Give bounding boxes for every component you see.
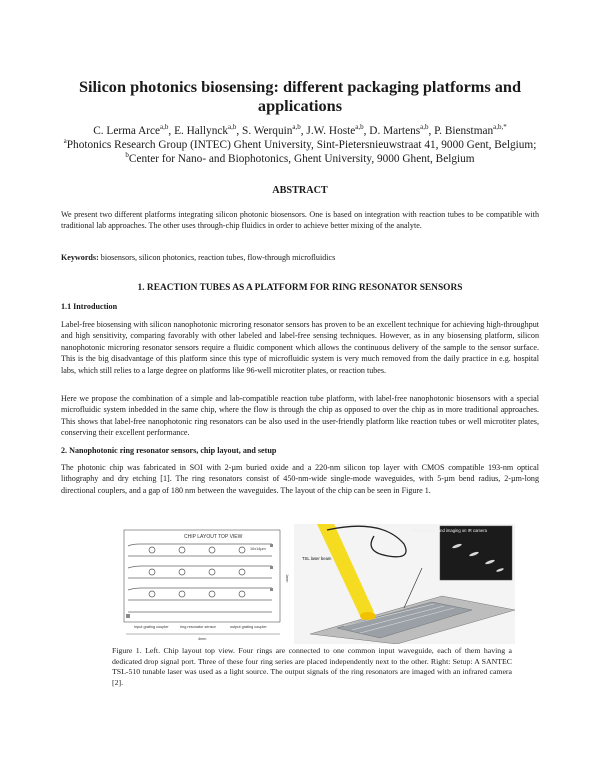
author-affiliation-mark: a,b [160,123,169,132]
label-output-grating: output grating coupler [230,625,267,629]
label-camera: Magnification and imaging on IR camera [412,528,487,533]
affiliation-a: Photonics Research Group (INTEC) Ghent University, Sint-Pietersnieuwstraat 41, 9000 Gent, Belgium; [66,139,537,151]
chip-layout-diagram [124,530,289,641]
dim-label: 10x14µm [250,547,266,551]
author-block [50,124,550,166]
figure-1-caption: Figure 1. Left. Chip layout top view. Four rings are connected to one common input waveguide, each of them having a dedicated drop signal port. Three of these four ring series are placed independently next to the other. Right: Setup: A SANTEC TSL-510 tunable laser was used as a light source. The output signals of the ring resonators are imaged with an infrared camera [2]. [112,646,512,687]
label-ring-sensor: ring resonator sensor [180,625,216,629]
author-affiliation-mark: a,b [420,123,429,132]
figure-1 [112,524,515,644]
author-affiliation-mark: a,b,* [493,123,507,132]
author-name: P. Bienstman [434,125,494,137]
abstract-heading: ABSTRACT [272,185,328,196]
width-label: 4mm [198,637,207,641]
author-name: D. Martens [369,125,421,137]
author-list: C. Lerma Arce$^{a,b}$, E. Hallynck$^{a,b}$, S. Werquin$^{a,b}$, J.W. Hoste$^{a,b}$, D. Martens$^{a,b}$, P. Bienstman$^{a,b,*}$ [93,123,507,137]
author-name: J.W. Hoste [306,125,356,137]
keywords-label: Keywords: [61,253,99,262]
intro-paragraph-1: Label-free biosensing with silicon nanophotonic microring resonator sensors has proven to be an excellent technique for achieving high-throughput and high sensitivity, comparing favorably with other labeled and label-free sensing techniques. However, as in any biosensing platform, silicon nanophotonic microring resonator sensors require a fluidic component which allows the continuous delivery of the sample to the sensor surface. This is the big disadvantage of this platform since this type of microfluidic system is very much removed from the daily practice in e.g. hospital labs, which still relies to a large degree on platforms like 96-well microtiter plates, or reaction tubes. [61,320,539,375]
height-label: 1mm [285,574,289,583]
intro-paragraph-2: Here we propose the combination of a simple and lab-compatible reaction tube platform, with label-free nanophotonic biosensors with a special microfluidic system inbedded in the same chip, where the flow is through the chip as opposed to over the chip as in more traditional approaches. This shows that label-free nanophotonic ring resonators can be also used in the user-friendly platform like reaction tubes or well microtiter plates, conserving their excellent performance. [61,394,539,438]
author-name: E. Hallynck [174,125,229,137]
author-name: S. Werquin [242,125,293,137]
subsection-1-1-heading: 1.1 Introduction [61,302,118,311]
laser-spot [360,612,376,620]
subsection-2-heading: 2. Nanophotonic ring resonator sensors, chip layout, and setup [61,446,277,455]
author-name: C. Lerma Arce [93,125,161,137]
keywords-line [61,253,539,262]
label-laser: TSL laser beam [302,556,332,561]
affiliation-a-mark: a [63,137,67,146]
setup-paragraph: The photonic chip was fabricated in SOI with 2-µm buried oxide and a 220-nm silicon top layer with CMOS compatible 193-nm optical lithography and dry etching [1]. The ring resonators consist of 450-nm-wide single-mode waveguides, with 5-µm bend radius, 2-µm-long directional couplers, and a gap of 180 nm between the waveguides. The layout of the chip can be seen in Figure 1. [61,463,539,495]
setup-rendering [294,524,515,644]
affiliation-b: Center for Nano- and Biophotonics, Ghent University, 9000 Ghent, Belgium [128,153,475,165]
layout-title: CHIP LAYOUT TOP VIEW [184,534,243,540]
affiliation-b-mark: b [125,151,129,160]
paper-title: Silicon photonics biosensing: different packaging platforms and applications [78,77,522,115]
section-1-heading: 1. REACTION TUBES AS A PLATFORM FOR RING RESONATOR SENSORS [137,283,463,293]
author-affiliation-mark: a,b [228,123,237,132]
keywords-text: biosensors, silicon photonics, reaction tubes, flow-through microfluidics [100,253,336,262]
abstract-text: We present two different platforms integrating silicon photonic biosensors. One is based on integration with reaction tubes to be compatible with traditional lab approaches. The other uses through-chip fluidics in order to achieve better mixing of the analyte. [61,210,539,231]
author-affiliation-mark: a,b [355,123,364,132]
author-affiliation-mark: a,b [292,123,301,132]
label-input-grating: Input grating coupler [134,625,169,629]
